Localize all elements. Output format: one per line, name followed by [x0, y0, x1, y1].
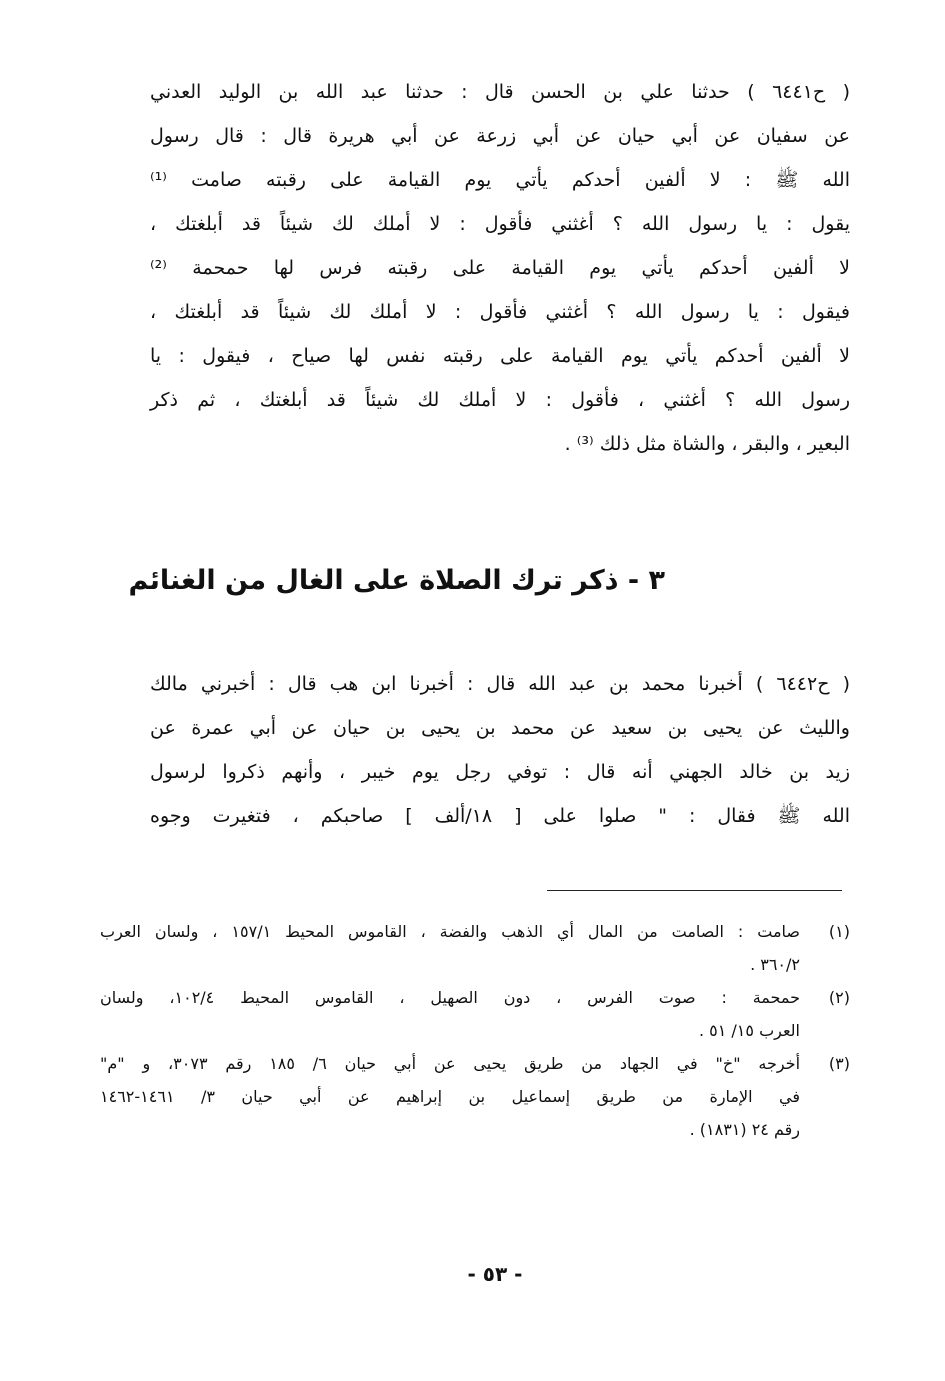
footnote-1 [100, 915, 850, 981]
footnote-line: ٣٦٠/٢ . [750, 955, 800, 974]
text-line: فيقول : يا رسول الله ؟ أغثني فأقول : لا أملك لك شيئاً قد أبلغتك ، [150, 301, 850, 323]
text-line: الله ﷺ : لا ألفين أحدكم يأتي يوم القيامة على رقبته صامت ⁽¹⁾ [150, 169, 850, 191]
hadith-6442-paragraph [150, 662, 850, 838]
text-line: لا ألفين أحدكم يأتي يوم القيامة على رقبته نفس لها صياح ، فيقول : يا [150, 345, 850, 367]
footnote-line: حمحمة : صوت الفرس ، دون الصهيل ، القاموس المحيط ١٠٢/٤، ولسان [100, 988, 801, 1007]
footnote-number: (١) [828, 922, 850, 941]
text-line: عن سفيان عن أبي حيان عن أبي زرعة عن أبي هريرة قال : قال رسول [150, 125, 850, 147]
footnote-number: (٢) [828, 988, 850, 1007]
text-line: ( ح٦٤٤١ ) حدثنا علي بن الحسن قال : حدثنا عبد الله بن الوليد العدني [150, 81, 851, 103]
footnote-line: رقم ٢٤ (١٨٣١) . [689, 1120, 800, 1139]
text-line: البعير ، والبقر ، والشاة مثل ذلك ⁽³⁾ . [564, 433, 850, 455]
footnote-line: صامت : الصامت من المال أي الذهب والفضة ، القاموس المحيط ١٥٧/١ ، ولسان العرب [100, 922, 800, 941]
text-line: رسول الله ؟ أغثني ، فأقول : لا أملك لك شيئاً قد أبلغتك ، ثم ذكر [150, 389, 850, 411]
footnote-line: أخرجه "خ" في الجهاد من طريق يحيى عن أبي حيان ٦/ ١٨٥ رقم ٣٠٧٣، و "م" [100, 1054, 801, 1073]
text-line: لا ألفين أحدكم يأتي يوم القيامة على رقبته فرس لها حمحمة ⁽²⁾ [150, 257, 850, 279]
footnote-3 [100, 1047, 850, 1146]
footnote-number: (٣) [828, 1054, 850, 1073]
page-number: - ٥٣ - [467, 1262, 523, 1286]
text-line: الله ﷺ فقال : " صلوا على [ ١٨/ألف ] صاحبكم ، فتغيرت وجوه [150, 805, 850, 827]
section-heading: ٣ - ذكر ترك الصلاة على الغال من الغنائم [128, 565, 665, 596]
text-line: يقول : يا رسول الله ؟ أغثني فأقول : لا أملك لك شيئاً قد أبلغتك ، [150, 213, 850, 235]
footnote-divider [547, 890, 842, 891]
footnotes [100, 915, 850, 1146]
text-line: زيد بن خالد الجهني أنه قال : توفي رجل يوم خيبر ، وأنهم ذكروا لرسول [150, 761, 850, 783]
footnote-2 [100, 981, 850, 1047]
text-line: ( ح٦٤٤٢ ) أخبرنا محمد بن عبد الله قال : أخبرنا ابن هب قال : أخبرني مالك [150, 673, 850, 695]
text-line: والليث عن يحيى بن سعيد عن محمد بن يحيى بن حيان عن أبي عمرة عن [150, 717, 850, 739]
hadith-6441-paragraph [150, 70, 850, 466]
footnote-line: في الإمارة من طريق إسماعيل بن إبراهيم عن أبي حيان ٣/ ١٤٦١-١٤٦٢ [100, 1087, 800, 1106]
footnote-line: العرب ١٥/ ٥١ . [698, 1021, 800, 1040]
